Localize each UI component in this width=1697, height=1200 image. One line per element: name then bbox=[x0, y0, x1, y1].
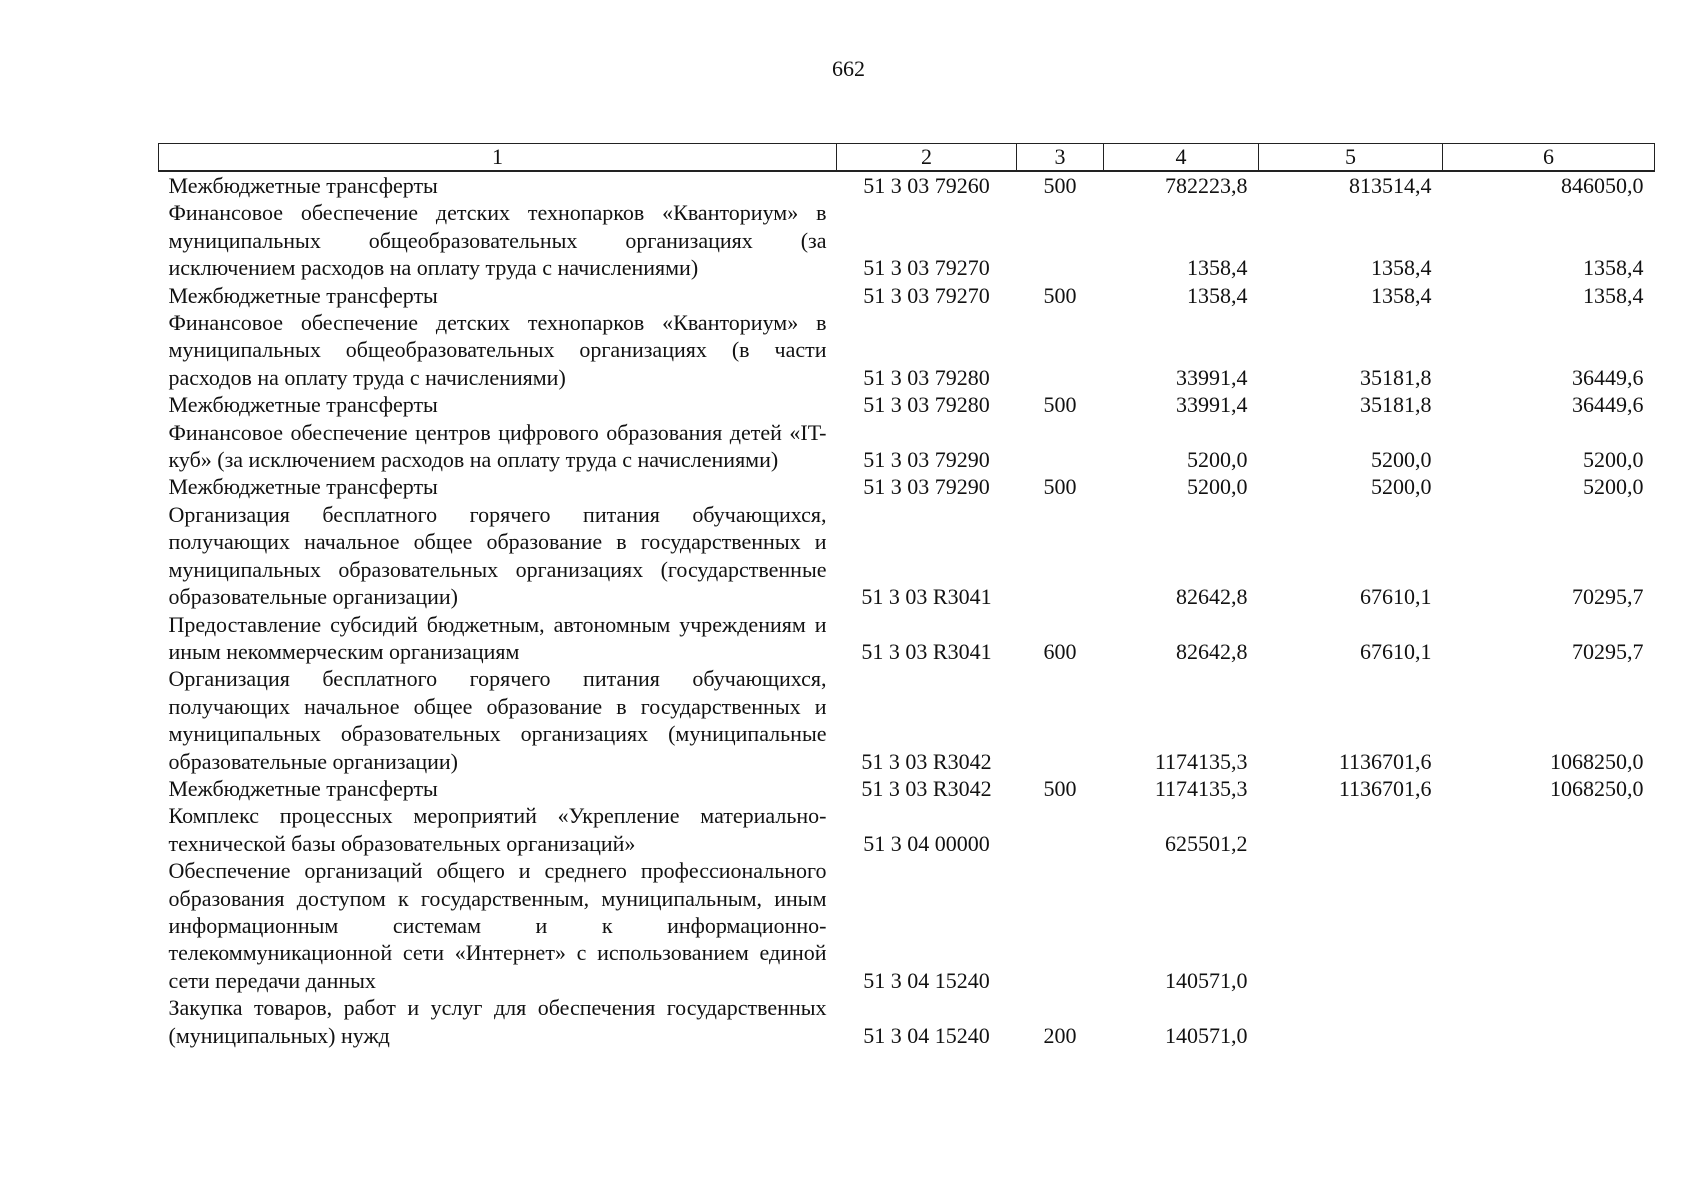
row-value-2: 1358,4 bbox=[1371, 255, 1432, 281]
table-row bbox=[159, 501, 1655, 611]
row-value-3: 846050,0 bbox=[1561, 173, 1644, 198]
table-header bbox=[159, 144, 1655, 172]
row-value-1: 1174135,3 bbox=[1154, 748, 1248, 774]
row-value-1: 625501,2 bbox=[1165, 830, 1248, 856]
budget-table bbox=[158, 143, 1655, 1049]
table-row bbox=[159, 611, 1655, 666]
table-body bbox=[159, 171, 1655, 1049]
row-value-2: 5200,0 bbox=[1371, 447, 1432, 473]
row-code: 51 3 03 79280 bbox=[863, 364, 990, 390]
row-value-3: 1068250,0 bbox=[1550, 748, 1644, 774]
row-value-3 bbox=[1443, 857, 1655, 994]
row-value-3: 1358,4 bbox=[1583, 255, 1644, 281]
row-value-2: 5200,0 bbox=[1371, 474, 1432, 500]
table-row bbox=[159, 857, 1655, 994]
row-code: 51 3 03 79270 bbox=[863, 282, 990, 308]
row-name: Обеспечение организаций общего и среднего профессионального образования доступом к государственным, муниципальным, иным информационным системам и к информационно-телекоммуникационной сети «Интернет» с использованием единой сети передачи данных bbox=[168, 858, 827, 993]
row-value-3 bbox=[1443, 802, 1655, 857]
row-name: Организация бесплатного горячего питания обучающихся, получающих начальное общее образование в государственных и муниципальных образовательных организациях (государственные образовательные организации) bbox=[168, 501, 827, 610]
table-row bbox=[159, 473, 1655, 500]
row-expense-type: 500 bbox=[1043, 474, 1077, 500]
row-code: 51 3 03 79260 bbox=[863, 173, 990, 198]
header-col-6: 6 bbox=[1443, 144, 1655, 172]
row-code: 51 3 03 R3041 bbox=[861, 638, 992, 664]
row-expense-type: 600 bbox=[1043, 638, 1077, 664]
row-value-1: 1358,4 bbox=[1187, 255, 1248, 281]
row-value-3: 36449,6 bbox=[1572, 392, 1644, 418]
row-name: Финансовое обеспечение детских технопарков «Кванториум» в муниципальных общеобразовательных организациях (за исключением расходов на оплату труда с начислениями) bbox=[168, 200, 827, 281]
row-value-1: 5200,0 bbox=[1187, 447, 1248, 473]
row-value-1: 33991,4 bbox=[1176, 364, 1248, 390]
row-value-1: 140571,0 bbox=[1165, 1022, 1248, 1048]
header-col-5: 5 bbox=[1259, 144, 1443, 172]
row-value-2: 35181,8 bbox=[1360, 364, 1432, 390]
row-value-3: 70295,7 bbox=[1572, 584, 1644, 610]
table-row bbox=[159, 802, 1655, 857]
row-value-1: 82642,8 bbox=[1176, 638, 1248, 664]
row-value-2: 67610,1 bbox=[1360, 584, 1432, 610]
row-expense-type bbox=[1017, 309, 1104, 391]
row-name: Межбюджетные трансферты bbox=[168, 282, 438, 308]
row-code: 51 3 04 15240 bbox=[863, 967, 990, 993]
row-value-2: 67610,1 bbox=[1360, 638, 1432, 664]
header-col-1: 1 bbox=[159, 144, 837, 172]
row-code: 51 3 03 79290 bbox=[863, 474, 990, 500]
row-value-1: 140571,0 bbox=[1165, 967, 1248, 993]
table-row bbox=[159, 775, 1655, 802]
row-name: Финансовое обеспечение детских технопарков «Кванториум» в муниципальных общеобразовательных организациях (в части расходов на оплату труда с начислениями) bbox=[168, 310, 827, 390]
row-value-3 bbox=[1443, 994, 1655, 1049]
table-row bbox=[159, 994, 1655, 1049]
row-value-2: 813514,4 bbox=[1349, 173, 1432, 198]
row-expense-type: 500 bbox=[1043, 173, 1077, 198]
table-row bbox=[159, 419, 1655, 474]
row-code: 51 3 03 79280 bbox=[863, 392, 990, 418]
row-value-1: 82642,8 bbox=[1176, 584, 1248, 610]
table-row bbox=[159, 309, 1655, 391]
row-name: Предоставление субсидий бюджетным, автономным учреждениям и иным некоммерческим организациям bbox=[168, 611, 827, 664]
row-value-3: 1068250,0 bbox=[1550, 775, 1644, 801]
row-expense-type: 500 bbox=[1043, 775, 1077, 801]
row-value-2: 1358,4 bbox=[1371, 282, 1432, 308]
row-code: 51 3 03 R3042 bbox=[861, 748, 992, 774]
row-expense-type: 500 bbox=[1043, 282, 1077, 308]
row-value-1: 5200,0 bbox=[1187, 474, 1248, 500]
row-value-3: 36449,6 bbox=[1572, 364, 1644, 390]
row-value-3: 1358,4 bbox=[1583, 282, 1644, 308]
row-value-3: 70295,7 bbox=[1572, 638, 1644, 664]
row-name: Межбюджетные трансферты bbox=[168, 173, 438, 198]
row-code: 51 3 03 R3041 bbox=[861, 584, 992, 610]
row-name: Межбюджетные трансферты bbox=[168, 775, 438, 801]
row-value-1: 1358,4 bbox=[1187, 282, 1248, 308]
row-expense-type bbox=[1017, 199, 1104, 281]
row-value-1: 782223,8 bbox=[1165, 173, 1248, 198]
row-value-1: 1174135,3 bbox=[1154, 775, 1248, 801]
row-expense-type bbox=[1017, 857, 1104, 994]
table-row bbox=[159, 665, 1655, 775]
row-value-2 bbox=[1259, 802, 1443, 857]
row-name: Закупка товаров, работ и услуг для обеспечения государственных (муниципальных) нужд bbox=[168, 995, 827, 1048]
row-value-3: 5200,0 bbox=[1583, 447, 1644, 473]
row-expense-type bbox=[1017, 419, 1104, 474]
row-value-2: 35181,8 bbox=[1360, 392, 1432, 418]
row-name: Межбюджетные трансферты bbox=[168, 474, 438, 500]
row-name: Комплекс процессных мероприятий «Укрепление материально-технической базы образовательных организаций» bbox=[168, 803, 827, 856]
page-number: 662 bbox=[832, 56, 865, 81]
row-name: Межбюджетные трансферты bbox=[168, 392, 438, 418]
header-col-3: 3 bbox=[1017, 144, 1104, 172]
row-expense-type: 500 bbox=[1043, 392, 1077, 418]
row-value-2 bbox=[1259, 994, 1443, 1049]
row-code: 51 3 03 79290 bbox=[863, 447, 990, 473]
row-code: 51 3 03 R3042 bbox=[861, 775, 992, 801]
row-value-2: 1136701,6 bbox=[1338, 748, 1432, 774]
table-row bbox=[159, 171, 1655, 199]
header-col-4: 4 bbox=[1104, 144, 1259, 172]
row-value-1: 33991,4 bbox=[1176, 392, 1248, 418]
row-code: 51 3 04 15240 bbox=[863, 1022, 990, 1048]
table-row bbox=[159, 391, 1655, 418]
table-row bbox=[159, 282, 1655, 309]
row-name: Организация бесплатного горячего питания обучающихся, получающих начальное общее образование в государственных и муниципальных образовательных организациях (муниципальные образовательные организации) bbox=[168, 666, 827, 774]
row-expense-type bbox=[1017, 802, 1104, 857]
row-expense-type bbox=[1017, 501, 1104, 611]
row-code: 51 3 03 79270 bbox=[863, 255, 990, 281]
row-expense-type: 200 bbox=[1043, 1022, 1077, 1048]
row-expense-type bbox=[1017, 665, 1104, 775]
table-row bbox=[159, 199, 1655, 281]
row-code: 51 3 04 00000 bbox=[863, 830, 990, 856]
row-value-2 bbox=[1259, 857, 1443, 994]
row-value-2: 1136701,6 bbox=[1338, 775, 1432, 801]
row-name: Финансовое обеспечение центров цифрового образования детей «IT-куб» (за исключением расходов на оплату труда с начислениями) bbox=[168, 419, 827, 473]
header-col-2: 2 bbox=[837, 144, 1017, 172]
row-value-3: 5200,0 bbox=[1583, 474, 1644, 500]
